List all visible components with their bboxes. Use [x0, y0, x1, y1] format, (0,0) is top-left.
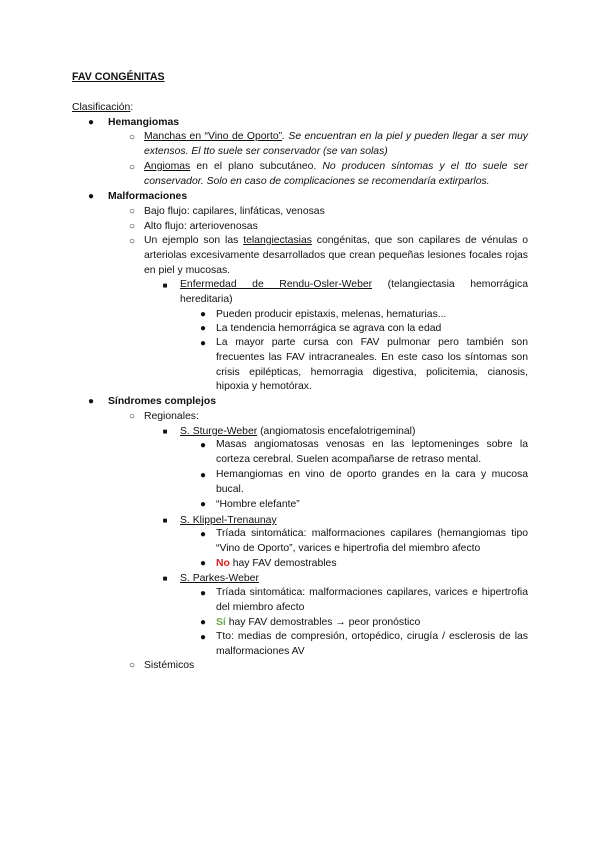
bullet-disc-icon: ●	[199, 323, 207, 334]
bajo-flujo-item: Bajo flujo: capilares, linfáticas, venosas	[144, 206, 325, 217]
parkes-si: Sí	[216, 617, 226, 628]
bullet-disc-icon: ●	[199, 617, 207, 628]
regionales-item: Regionales:	[144, 411, 199, 422]
telangiectasias-item	[144, 234, 528, 278]
bullet-square-icon: ■	[162, 516, 168, 525]
klippel-no: No	[216, 558, 230, 569]
bullet-circle-icon: ○	[128, 206, 136, 217]
sturge-link: S. Sturge-Weber	[180, 426, 258, 437]
telangiectasias-link: telangiectasias	[243, 235, 312, 246]
sturge-post: (angiomatosis encefalotrigeminal)	[257, 426, 416, 437]
sturge-item	[180, 425, 415, 439]
hemangiomas-heading: Hemangiomas	[108, 117, 180, 128]
bullet-disc-icon: ●	[199, 309, 207, 320]
rendu-post: (telangiectasia hemorrágica hereditaria)	[180, 279, 528, 305]
angiomas-link: Angiomas	[144, 161, 191, 172]
sistemicos-item: Sistémicos	[144, 660, 195, 671]
sturge-item-2: Hemangiomas en vino de oporto grandes en la cara y mucosa bucal.	[216, 469, 528, 495]
bullet-disc-icon: ●	[87, 117, 95, 128]
parkes-item-3: Tto: medias de compresión, ortopédico, cirugía / esclerosis de las malformaciones AV	[216, 631, 528, 657]
page-title: FAV CONGÉNITAS	[72, 71, 165, 83]
klippel-item-2-text: hay FAV demostrables	[229, 558, 337, 569]
angiomas-item	[144, 160, 528, 190]
bullet-disc-icon: ●	[199, 338, 207, 349]
section-heading	[72, 101, 133, 115]
angiomas-italic-text: No producen síntomas y el tto suele ser conservador. Solo en caso de complicaciones se recomendaría extirparlos.	[144, 161, 528, 187]
klippel-link: S. Klippel-Trenaunay	[180, 515, 277, 526]
bullet-disc-icon: ●	[199, 632, 207, 643]
sindromes-heading: Síndromes complejos	[108, 396, 216, 407]
bullet-circle-icon: ○	[128, 132, 136, 143]
sturge-item-3: “Hombre elefante”	[216, 499, 300, 510]
rendu-item-1: Pueden producir epistaxis, melenas, hematurias...	[216, 309, 447, 320]
parkes-item	[180, 572, 259, 586]
bullet-square-icon: ■	[162, 281, 168, 290]
bullet-disc-icon: ●	[87, 191, 95, 202]
bullet-circle-icon: ○	[128, 162, 136, 173]
manchas-text: . Se encuentran en la piel y pueden llegar a ser muy extensos. El tto suele ser conservador (se van solas)	[144, 131, 528, 157]
rendu-item-2: La tendencia hemorrágica se agrava con la edad	[216, 323, 442, 334]
bullet-square-icon: ■	[162, 574, 168, 583]
klippel-item-2	[216, 557, 337, 571]
bullet-circle-icon: ○	[128, 660, 136, 671]
rendu-item	[180, 278, 528, 308]
bullet-circle-icon: ○	[128, 236, 136, 247]
angiomas-text: en el plano subcutáneo.	[190, 161, 323, 172]
parkes-item-2-text: hay FAV demostrables → peor pronóstico	[225, 617, 421, 628]
bullet-disc-icon: ●	[199, 588, 207, 599]
sturge-item-1: Masas angiomatosas venosas en las leptomeninges sobre la corteza cerebral. Suelen acompañarse de retraso mental.	[216, 439, 528, 465]
alto-flujo-item: Alto flujo: arteriovenosas	[144, 221, 258, 232]
clasificacion-label: Clasificación	[72, 102, 131, 113]
ejemplo-pre: Un ejemplo son las	[144, 235, 244, 246]
bullet-circle-icon: ○	[128, 221, 136, 232]
bullet-square-icon: ■	[162, 427, 168, 436]
ejemplo-post: congénitas, que son capilares de vénulas o arteriolas excesivamente desarrollados que crean pequeñas lesiones focales rojas en piel y mucosas.	[144, 235, 528, 276]
malformaciones-heading: Malformaciones	[108, 191, 188, 202]
bullet-disc-icon: ●	[199, 470, 207, 481]
bullet-disc-icon: ●	[199, 499, 207, 510]
manchas-link: Manchas en “Vino de Oporto”	[144, 131, 283, 142]
rendu-item-3: La mayor parte cursa con FAV pulmonar pero también son frecuentes las FAV intracraneales. En este caso los síntomas son crisis epilépticas, hemorragia digestiva, policitemia, cianosis, hipoxia y hemotórax.	[216, 337, 528, 393]
parkes-item-2	[216, 616, 420, 630]
bullet-disc-icon: ●	[87, 396, 95, 407]
parkes-item-1: Tríada sintomática: malformaciones capilares, varices e hipertrofia del miembro afecto	[216, 587, 528, 613]
rendu-link: Enfermedad de Rendu-Osler-Weber	[180, 279, 373, 290]
bullet-disc-icon: ●	[199, 558, 207, 569]
clasificacion-colon: :	[130, 102, 134, 113]
parkes-link: S. Parkes-Weber	[180, 573, 259, 584]
klippel-item-1: Tríada sintomática: malformaciones capilares (hemangiomas tipo “Vino de Oporto”, varices e hipertrofia del miembro afecto	[216, 528, 528, 554]
bullet-disc-icon: ●	[199, 529, 207, 540]
bullet-disc-icon: ●	[199, 440, 207, 451]
manchas-item	[144, 130, 528, 160]
bullet-circle-icon: ○	[128, 411, 136, 422]
klippel-item	[180, 514, 277, 528]
